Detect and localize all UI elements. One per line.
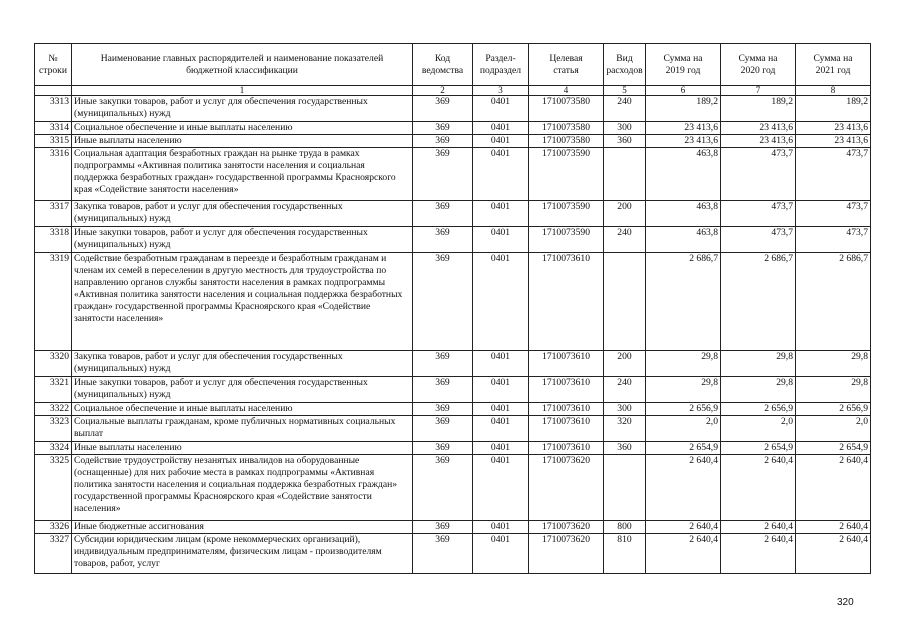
row-number: 3313 [35,96,72,122]
sum-2019: 2 686,7 [646,253,721,351]
sum-2020: 2 686,7 [721,253,796,351]
dept-code: 369 [413,253,473,351]
row-number: 3318 [35,227,72,253]
sum-2021: 2,0 [796,416,871,442]
column-number: 8 [796,86,871,96]
section-code: 0401 [473,148,529,201]
table-row [35,96,871,122]
table-row [35,351,871,377]
column-number-row [35,86,871,96]
sum-2019: 2 656,9 [646,403,721,416]
row-number: 3326 [35,521,72,534]
column-number: 1 [72,86,413,96]
expense-type: 810 [604,534,646,574]
target-article: 1710073590 [529,227,604,253]
sum-2019: 2,0 [646,416,721,442]
section-code: 0401 [473,227,529,253]
table-row [35,521,871,534]
table-row [35,377,871,403]
sum-2020: 2 654,9 [721,442,796,455]
target-article: 1710073620 [529,455,604,521]
target-article: 1710073590 [529,201,604,227]
table-row [35,148,871,201]
header-name: Наименование главных распорядителей и наименование показателей бюджетной классификации [72,44,413,86]
sum-2021: 473,7 [796,227,871,253]
sum-2021: 473,7 [796,148,871,201]
sum-2021: 23 413,6 [796,122,871,135]
table-row [35,253,871,351]
item-name: Содействие трудоустройству незанятых инвалидов на оборудованные (оснащенные) для них рабочие места в рамках подпрограммы «Активная политика занятости населения и социальная поддержка безработных граждан» государственной программы Красноярского края «Содействие занятости населения» [72,455,413,521]
sum-2020: 473,7 [721,201,796,227]
item-name: Социальное обеспечение и иные выплаты населению [72,122,413,135]
header-sum-2021: Сумма на 2021 год [796,44,871,86]
section-code: 0401 [473,403,529,416]
target-article: 1710073620 [529,534,604,574]
table-row [35,135,871,148]
section-code: 0401 [473,521,529,534]
sum-2020: 2 640,4 [721,455,796,521]
section-code: 0401 [473,442,529,455]
sum-2020: 473,7 [721,227,796,253]
table-row [35,534,871,574]
table-row [35,201,871,227]
table-row [35,416,871,442]
sum-2020: 29,8 [721,377,796,403]
target-article: 1710073620 [529,521,604,534]
dept-code: 369 [413,403,473,416]
item-name: Иные закупки товаров, работ и услуг для обеспечения государственных (муниципальных) нужд [72,377,413,403]
section-code: 0401 [473,534,529,574]
column-number: 2 [413,86,473,96]
sum-2021: 2 686,7 [796,253,871,351]
expense-type: 360 [604,442,646,455]
section-code: 0401 [473,455,529,521]
dept-code: 369 [413,521,473,534]
column-number: 3 [473,86,529,96]
item-name: Иные закупки товаров, работ и услуг для обеспечения государственных (муниципальных) нужд [72,96,413,122]
expense-type [604,455,646,521]
dept-code: 369 [413,455,473,521]
expense-type: 300 [604,403,646,416]
sum-2021: 23 413,6 [796,135,871,148]
header-sum-2020: Сумма на 2020 год [721,44,796,86]
header-section: Раздел- подраздел [473,44,529,86]
row-number: 3319 [35,253,72,351]
item-name: Иные закупки товаров, работ и услуг для обеспечения государственных (муниципальных) нужд [72,227,413,253]
column-number: 6 [646,86,721,96]
sum-2020: 29,8 [721,351,796,377]
sum-2020: 2 640,4 [721,521,796,534]
section-code: 0401 [473,253,529,351]
sum-2021: 2 656,9 [796,403,871,416]
sum-2021: 29,8 [796,351,871,377]
item-name: Иные выплаты населению [72,442,413,455]
dept-code: 369 [413,416,473,442]
target-article: 1710073580 [529,122,604,135]
header-row [35,44,871,86]
section-code: 0401 [473,96,529,122]
section-code: 0401 [473,377,529,403]
item-name: Социальная адаптация безработных граждан на рынке труда в рамках подпрограммы «Активная политика занятости населения и социальная поддержка безработных граждан» государственной программы Красноярского края «Содействие занятости населения» [72,148,413,201]
item-name: Содействие безработным гражданам в переезде и безработным гражданам и членам их семей в переселении в другую местность для трудоустройства по направлению органов службы занятости населения в рамках подпрограммы «Активная политика занятости населения и социальная поддержка безработных граждан» государственной программы Красноярского края «Содействие занятости населения» [72,253,413,351]
sum-2021: 29,8 [796,377,871,403]
sum-2019: 29,8 [646,377,721,403]
target-article: 1710073610 [529,253,604,351]
column-number: 4 [529,86,604,96]
header-target: Целевая статья [529,44,604,86]
sum-2020: 2,0 [721,416,796,442]
item-name: Закупка товаров, работ и услуг для обеспечения государственных (муниципальных) нужд [72,351,413,377]
sum-2019: 2 640,4 [646,521,721,534]
expense-type: 200 [604,351,646,377]
sum-2019: 2 640,4 [646,455,721,521]
sum-2019: 463,8 [646,201,721,227]
column-number: 7 [721,86,796,96]
header-type: Вид расходов [604,44,646,86]
expense-type: 240 [604,96,646,122]
table-row [35,227,871,253]
sum-2020: 2 656,9 [721,403,796,416]
row-number: 3324 [35,442,72,455]
dept-code: 369 [413,442,473,455]
item-name: Субсидии юридическим лицам (кроме некоммерческих организаций), индивидуальным предпринимателям, физическим лицам - производителям товаров, работ, услуг [72,534,413,574]
column-number: 5 [604,86,646,96]
expense-type [604,148,646,201]
row-number: 3316 [35,148,72,201]
expense-type: 320 [604,416,646,442]
row-number: 3325 [35,455,72,521]
row-number: 3327 [35,534,72,574]
table-row [35,442,871,455]
header-code: Код ведомства [413,44,473,86]
dept-code: 369 [413,377,473,403]
section-code: 0401 [473,201,529,227]
target-article: 1710073610 [529,403,604,416]
sum-2021: 2 640,4 [796,455,871,521]
row-number: 3314 [35,122,72,135]
section-code: 0401 [473,135,529,148]
header-sum-2019: Сумма на 2019 год [646,44,721,86]
sum-2020: 189,2 [721,96,796,122]
expense-type [604,253,646,351]
target-article: 1710073610 [529,416,604,442]
expense-type: 360 [604,135,646,148]
target-article: 1710073580 [529,96,604,122]
row-number: 3320 [35,351,72,377]
target-article: 1710073610 [529,442,604,455]
budget-table [34,43,871,574]
sum-2019: 23 413,6 [646,122,721,135]
dept-code: 369 [413,201,473,227]
sum-2021: 2 654,9 [796,442,871,455]
expense-type: 300 [604,122,646,135]
sum-2019: 189,2 [646,96,721,122]
page-number: 320 [837,597,854,608]
target-article: 1710073610 [529,377,604,403]
item-name: Иные бюджетные ассигнования [72,521,413,534]
row-number: 3323 [35,416,72,442]
row-number: 3315 [35,135,72,148]
dept-code: 369 [413,351,473,377]
dept-code: 369 [413,96,473,122]
sum-2019: 29,8 [646,351,721,377]
expense-type: 240 [604,377,646,403]
sum-2021: 2 640,4 [796,534,871,574]
sum-2019: 2 640,4 [646,534,721,574]
section-code: 0401 [473,351,529,377]
target-article: 1710073610 [529,351,604,377]
table-row [35,403,871,416]
dept-code: 369 [413,122,473,135]
item-name: Иные выплаты населению [72,135,413,148]
target-article: 1710073590 [529,148,604,201]
table-row [35,455,871,521]
dept-code: 369 [413,227,473,253]
target-article: 1710073580 [529,135,604,148]
row-number: 3321 [35,377,72,403]
sum-2019: 463,8 [646,148,721,201]
sum-2021: 2 640,4 [796,521,871,534]
sum-2020: 2 640,4 [721,534,796,574]
sum-2020: 23 413,6 [721,135,796,148]
dept-code: 369 [413,534,473,574]
column-number [35,86,72,96]
section-code: 0401 [473,122,529,135]
sum-2019: 23 413,6 [646,135,721,148]
dept-code: 369 [413,135,473,148]
expense-type: 800 [604,521,646,534]
header-row-no: № строки [35,44,72,86]
row-number: 3317 [35,201,72,227]
section-code: 0401 [473,416,529,442]
sum-2020: 23 413,6 [721,122,796,135]
item-name: Социальное обеспечение и иные выплаты населению [72,403,413,416]
sum-2019: 463,8 [646,227,721,253]
sum-2019: 2 654,9 [646,442,721,455]
expense-type: 200 [604,201,646,227]
dept-code: 369 [413,148,473,201]
row-number: 3322 [35,403,72,416]
table-row [35,122,871,135]
item-name: Социальные выплаты гражданам, кроме публичных нормативных социальных выплат [72,416,413,442]
sum-2020: 473,7 [721,148,796,201]
expense-type: 240 [604,227,646,253]
item-name: Закупка товаров, работ и услуг для обеспечения государственных (муниципальных) нужд [72,201,413,227]
sum-2021: 473,7 [796,201,871,227]
sum-2021: 189,2 [796,96,871,122]
